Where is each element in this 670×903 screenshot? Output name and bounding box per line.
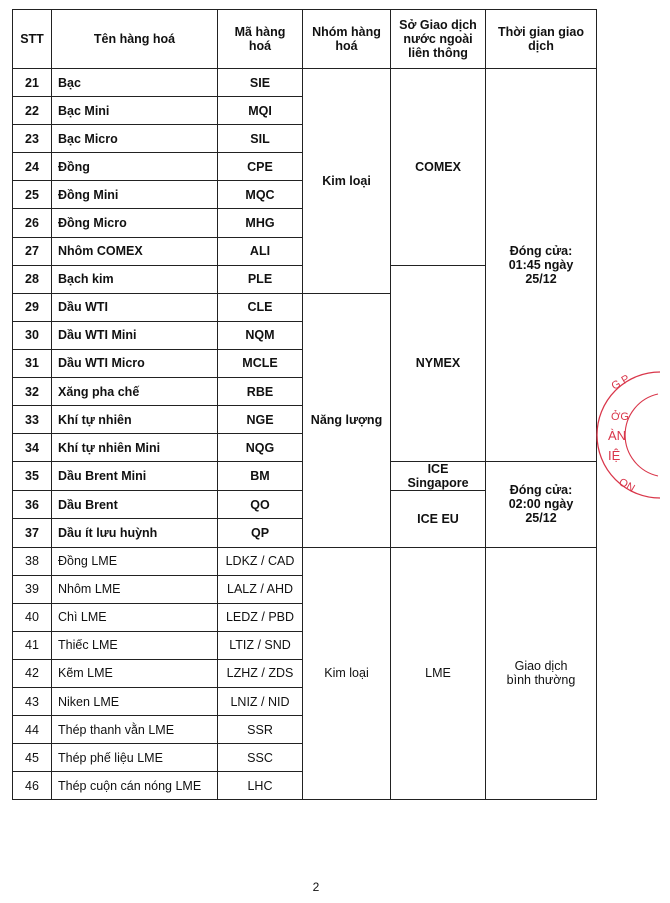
row-stt: 26: [13, 209, 52, 237]
row-stt: 31: [13, 349, 52, 377]
row-stt: 33: [13, 406, 52, 434]
row-stt: 29: [13, 293, 52, 321]
row-code: LZHZ / ZDS: [218, 659, 303, 687]
row-code: LDKZ / CAD: [218, 547, 303, 575]
row-name: Niken LME: [52, 687, 218, 715]
time-close-value: 02:00 ngày 25/12: [508, 497, 574, 526]
row-name: Thép cuộn cán nóng LME: [52, 772, 218, 800]
row-stt: 25: [13, 181, 52, 209]
row-code: SSR: [218, 716, 303, 744]
header-time: Thời gian giao dịch: [486, 10, 597, 69]
row-code: NQM: [218, 321, 303, 349]
row-name: Thép thanh vằn LME: [52, 716, 218, 744]
row-code: NGE: [218, 406, 303, 434]
row-stt: 45: [13, 744, 52, 772]
time-normal-line1: Giao dịch: [514, 659, 568, 674]
row-code: SSC: [218, 744, 303, 772]
row-stt: 24: [13, 153, 52, 181]
row-stt: 39: [13, 575, 52, 603]
seal-inner-ring: [625, 394, 658, 476]
row-stt: 22: [13, 97, 52, 125]
row-code: SIE: [218, 69, 303, 97]
table-row: [13, 69, 597, 97]
group-nang-luong-cell: Năng lượng: [303, 293, 391, 547]
row-code: LEDZ / PBD: [218, 603, 303, 631]
exchange-comex-cell: COMEX: [391, 69, 486, 266]
table-row: [13, 547, 597, 575]
group-kim-loai-cell: Kim loại: [303, 69, 391, 294]
row-name: Dầu Brent: [52, 491, 218, 519]
group-kim-loai-lme-cell: Kim loại: [303, 547, 391, 800]
row-code: MQI: [218, 97, 303, 125]
row-name: Đồng: [52, 153, 218, 181]
header-exchange: Sở Giao dịch nước ngoài liên thông: [391, 10, 486, 69]
row-code: MHG: [218, 209, 303, 237]
row-name: Bạch kim: [52, 265, 218, 293]
row-stt: 32: [13, 378, 52, 406]
row-name: Đồng Micro: [52, 209, 218, 237]
row-code: MCLE: [218, 349, 303, 377]
row-stt: 40: [13, 603, 52, 631]
table-header-row: [13, 10, 597, 69]
time-normal-cell: [486, 547, 597, 800]
header-name: Tên hàng hoá: [52, 10, 218, 69]
row-name: Kẽm LME: [52, 659, 218, 687]
row-code: QP: [218, 519, 303, 547]
row-name: Dầu ít lưu huỳnh: [52, 519, 218, 547]
row-code: ALI: [218, 237, 303, 265]
row-name: Đồng Mini: [52, 181, 218, 209]
row-code: CPE: [218, 153, 303, 181]
row-name: Dầu Brent Mini: [52, 462, 218, 491]
row-code: RBE: [218, 378, 303, 406]
exchange-ice-singapore-cell: ICE Singapore: [391, 462, 486, 491]
row-code: LALZ / AHD: [218, 575, 303, 603]
row-stt: 36: [13, 491, 52, 519]
row-code: MQC: [218, 181, 303, 209]
row-stt: 30: [13, 321, 52, 349]
time-close-0200-cell: [486, 462, 597, 547]
row-name: Chì LME: [52, 603, 218, 631]
row-name: Bạc Mini: [52, 97, 218, 125]
row-stt: 34: [13, 434, 52, 462]
row-stt: 28: [13, 265, 52, 293]
row-name: Dầu WTI Micro: [52, 349, 218, 377]
page-number: 2: [312, 880, 320, 894]
row-name: Nhôm LME: [52, 575, 218, 603]
row-stt: 42: [13, 659, 52, 687]
row-name: Thiếc LME: [52, 631, 218, 659]
seal-text-1: G.P: [609, 372, 632, 393]
row-stt: 41: [13, 631, 52, 659]
row-stt: 27: [13, 237, 52, 265]
row-stt: 35: [13, 462, 52, 491]
row-name: Khí tự nhiên: [52, 406, 218, 434]
row-name: Xăng pha chế: [52, 378, 218, 406]
row-name: Dầu WTI: [52, 293, 218, 321]
time-close-label: Đóng cửa:: [509, 244, 573, 259]
row-name: Đồng LME: [52, 547, 218, 575]
row-stt: 21: [13, 69, 52, 97]
time-close-0145-cell: [486, 69, 597, 462]
row-name: Dầu WTI Mini: [52, 321, 218, 349]
row-code: SIL: [218, 125, 303, 153]
seal-text-4: IỆ: [608, 448, 621, 463]
header-group: Nhóm hàng hoá: [303, 10, 391, 69]
row-code: LTIZ / SND: [218, 631, 303, 659]
row-stt: 44: [13, 716, 52, 744]
row-code: LNIZ / NID: [218, 687, 303, 715]
row-stt: 46: [13, 772, 52, 800]
commodity-table: [12, 9, 597, 800]
row-code: NQG: [218, 434, 303, 462]
row-stt: 38: [13, 547, 52, 575]
seal-text-3: ÀN: [608, 428, 627, 443]
red-seal-stamp: [600, 360, 670, 510]
row-code: BM: [218, 462, 303, 491]
time-normal-line2: bình thường: [506, 673, 576, 688]
row-stt: 43: [13, 687, 52, 715]
header-stt: STT: [13, 10, 52, 69]
row-name: Khí tự nhiên Mini: [52, 434, 218, 462]
time-close-label: Đóng cửa:: [509, 483, 573, 498]
exchange-lme-cell: LME: [391, 547, 486, 800]
seal-text-5: ON: [616, 476, 637, 495]
row-stt: 37: [13, 519, 52, 547]
row-code: LHC: [218, 772, 303, 800]
row-name: Nhôm COMEX: [52, 237, 218, 265]
header-code: Mã hàng hoá: [218, 10, 303, 69]
row-code: QO: [218, 491, 303, 519]
row-code: PLE: [218, 265, 303, 293]
row-code: CLE: [218, 293, 303, 321]
row-name: Thép phế liệu LME: [52, 744, 218, 772]
row-name: Bạc: [52, 69, 218, 97]
row-name: Bạc Micro: [52, 125, 218, 153]
time-close-value: 01:45 ngày 25/12: [508, 258, 574, 287]
exchange-nymex-cell: NYMEX: [391, 265, 486, 462]
row-stt: 23: [13, 125, 52, 153]
exchange-ice-eu-cell: ICE EU: [391, 491, 486, 547]
seal-text-2: ỞG: [611, 411, 629, 423]
